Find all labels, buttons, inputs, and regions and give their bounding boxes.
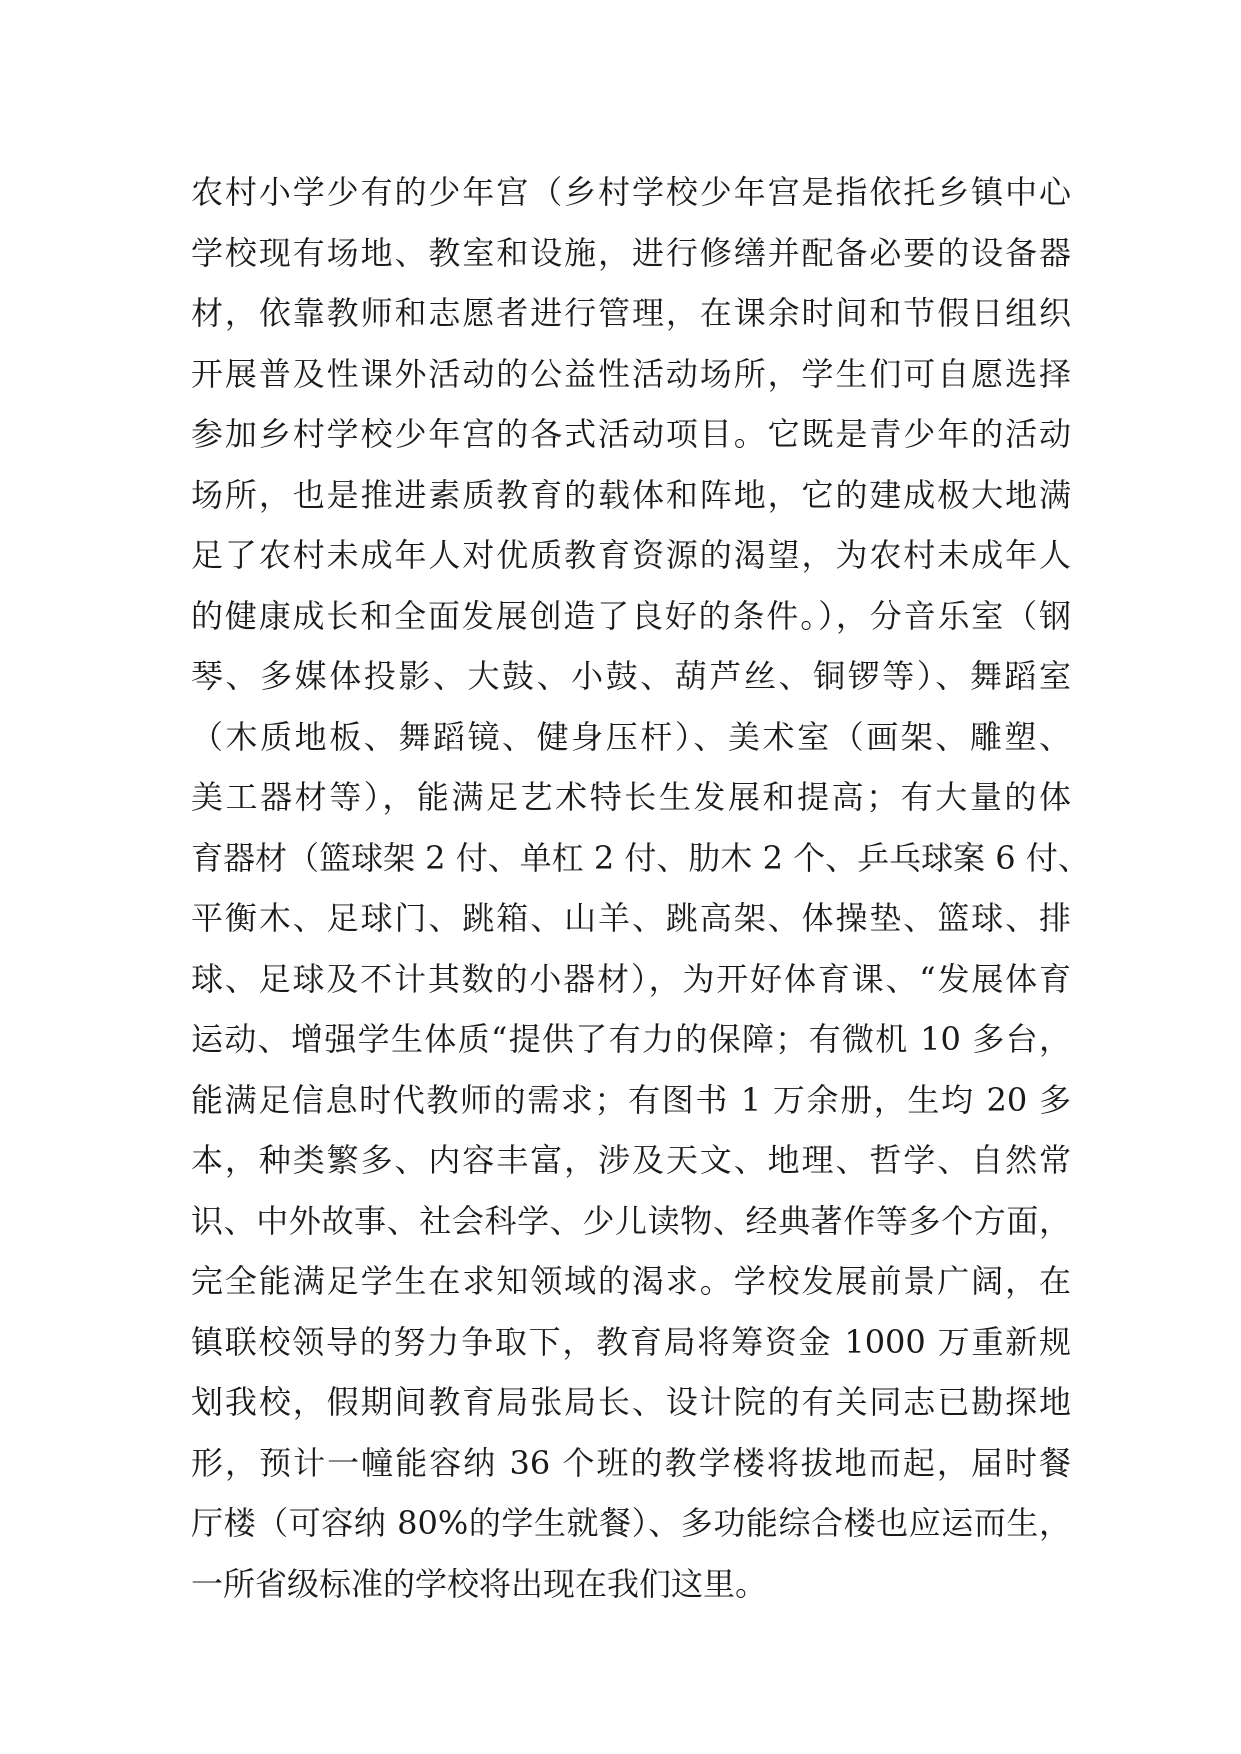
text-line: 农村小学少有的少年宫（乡村学校少年宫是指依托乡镇中心 (191, 173, 1071, 211)
text-line: 一所省级标准的学校将出现在我们这里。 (191, 1564, 768, 1603)
body-paragraph (191, 162, 1090, 1614)
text-line: 学校现有场地、教室和设施，进行修缮并配备必要的设备器 (191, 233, 1071, 272)
text-line: 运动、增强学生体质“提供了有力的保障；有微机 10 多台， (191, 1020, 1071, 1058)
text-line: 足了农村未成年人对优质教育资源的渴望，为农村未成年人 (191, 536, 1071, 574)
text-line: 划我校，假期间教育局张局长、设计院的有关同志已勘探地 (191, 1383, 1071, 1421)
text-line: 球、足球及不计其数的小器材），为开好体育课、“发展体育 (191, 959, 1071, 998)
text-line: 育器材（篮球架 2 付、单杠 2 付、肋木 2 个、乒乓球案 6 付、 (191, 838, 1090, 877)
text-line: 形，预计一幢能容纳 36 个班的教学楼将拔地而起，届时餐 (191, 1443, 1071, 1482)
text-line: 开展普及性课外活动的公益性活动场所，学生们可自愿选择 (191, 354, 1071, 393)
text-line: 本，种类繁多、内容丰富，涉及天文、地理、哲学、自然常 (191, 1141, 1071, 1179)
text-line: 参加乡村学校少年宫的各式活动项目。它既是青少年的活动 (191, 415, 1071, 453)
text-line: 琴、多媒体投影、大鼓、小鼓、葫芦丝、铜锣等）、舞蹈室 (191, 657, 1071, 695)
text-line: （木质地板、舞蹈镜、健身压杆）、美术室（画架、雕塑、 (191, 717, 1071, 756)
text-line: 完全能满足学生在求知领域的渴求。学校发展前景广阔，在 (191, 1262, 1071, 1300)
text-line: 能满足信息时代教师的需求；有图书 1 万余册，生均 20 多 (191, 1080, 1071, 1119)
text-line: 材，依靠教师和志愿者进行管理，在课余时间和节假日组织 (191, 294, 1071, 332)
text-line: 平衡木、足球门、跳箱、山羊、跳高架、体操垫、篮球、排 (191, 899, 1071, 937)
text-line: 美工器材等），能满足艺术特长生发展和提高；有大量的体 (191, 778, 1071, 816)
text-line: 场所，也是推进素质教育的载体和阵地，它的建成极大地满 (191, 475, 1071, 514)
text-line: 识、中外故事、社会科学、少儿读物、经典著作等多个方面， (191, 1201, 1071, 1240)
text-line: 的健康成长和全面发展创造了良好的条件。），分音乐室（钢 (191, 596, 1071, 635)
text-line: 镇联校领导的努力争取下，教育局将筹资金 1000 万重新规 (191, 1322, 1071, 1361)
text-line: 厅楼（可容纳 80%的学生就餐）、多功能综合楼也应运而生， (191, 1504, 1071, 1542)
